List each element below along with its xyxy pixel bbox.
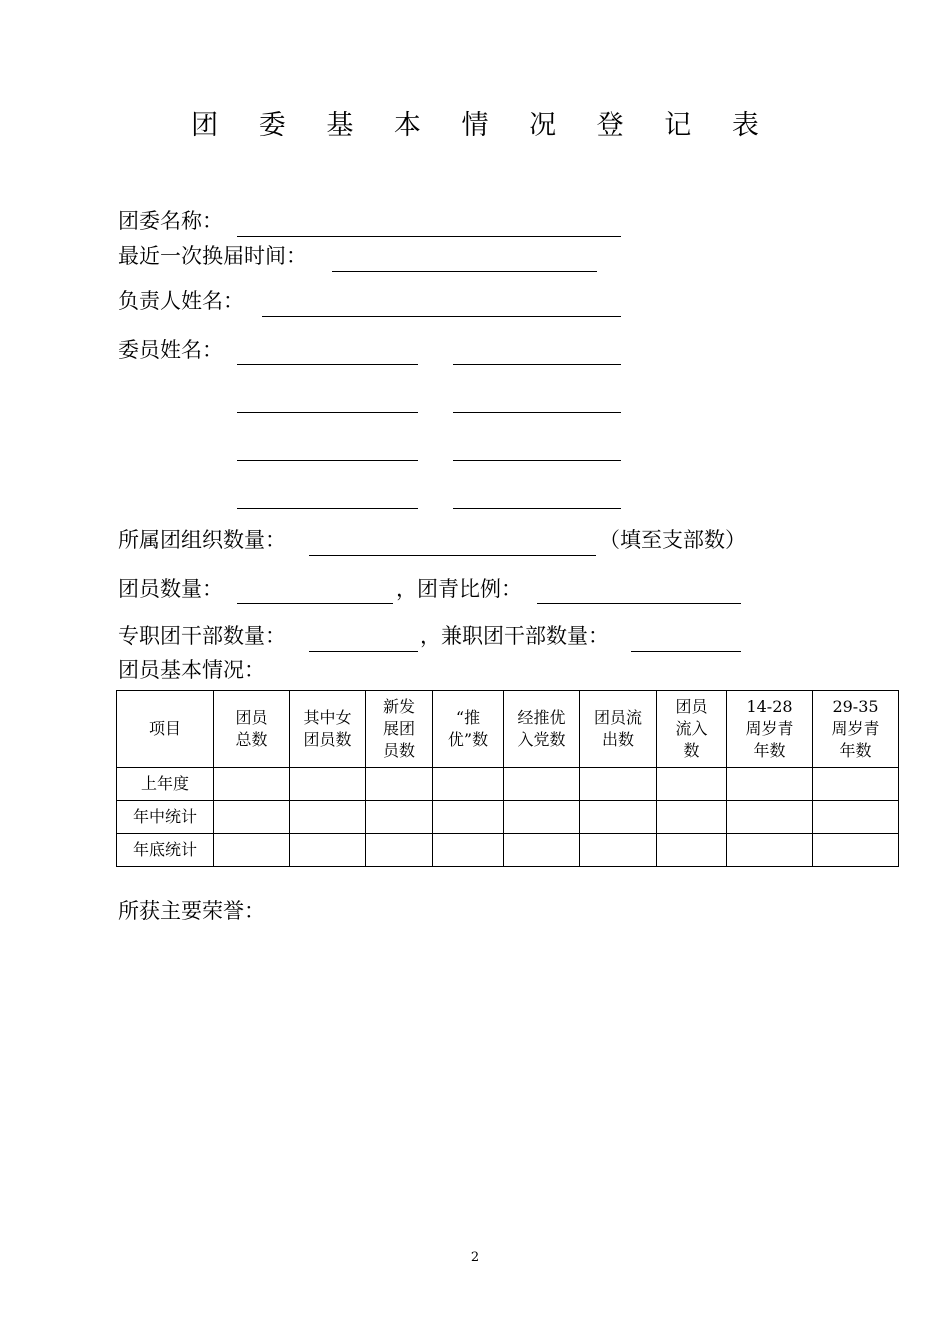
table-row (117, 834, 899, 867)
fulltime-cadres-field[interactable] (309, 651, 418, 652)
column-header-line: 年数 (753, 741, 786, 760)
ratio-field[interactable] (537, 603, 741, 604)
column-header (813, 691, 899, 768)
table-cell[interactable] (727, 834, 813, 867)
column-header-line: 团员 (235, 708, 268, 727)
table-cell[interactable] (813, 768, 899, 801)
column-header-line: 团员 (675, 697, 708, 716)
table-cell[interactable] (813, 801, 899, 834)
member-name-field[interactable] (453, 412, 621, 413)
member-name-field[interactable] (453, 364, 621, 365)
column-header-line: 展团 (382, 719, 415, 738)
table-cell[interactable] (366, 801, 433, 834)
column-header (214, 691, 290, 768)
member-count-label: 团员数量： (118, 577, 223, 601)
column-header-line: “推 (455, 708, 481, 727)
table-cell[interactable] (580, 768, 657, 801)
column-header-line: 优”数 (447, 730, 489, 749)
leader-name-field[interactable] (262, 316, 621, 317)
member-name-field[interactable] (237, 364, 418, 365)
column-header-line: 团员数 (303, 730, 352, 749)
column-header (727, 691, 813, 768)
table-cell[interactable] (290, 834, 366, 867)
table-cell[interactable] (290, 801, 366, 834)
last-election-field[interactable] (332, 271, 597, 272)
table-row (117, 768, 899, 801)
table-cell[interactable] (727, 768, 813, 801)
member-name-field[interactable] (237, 508, 418, 509)
table-cell[interactable] (366, 834, 433, 867)
column-header-line: 团员流 (593, 708, 642, 727)
table-cell[interactable] (214, 768, 290, 801)
column-header-line: 流入 (675, 719, 708, 738)
table-cell[interactable] (433, 834, 504, 867)
table-cell[interactable] (657, 834, 727, 867)
column-header-line: 总数 (235, 730, 268, 749)
parttime-cadres-field[interactable] (631, 651, 741, 652)
table-cell[interactable] (657, 801, 727, 834)
member-name-field[interactable] (237, 460, 418, 461)
table-row (117, 801, 899, 834)
table-cell[interactable] (366, 768, 433, 801)
column-header (366, 691, 433, 768)
column-header-line: 入党数 (517, 730, 566, 749)
column-header-line: 数 (683, 741, 700, 760)
table-header-row (117, 691, 899, 768)
column-header (117, 691, 214, 768)
table-cell[interactable] (504, 834, 580, 867)
table-cell[interactable] (433, 801, 504, 834)
org-count-field[interactable] (309, 555, 596, 556)
leader-name-label: 负责人姓名： (118, 289, 244, 313)
table-cell[interactable] (580, 834, 657, 867)
column-header-line: 周岁青 (745, 719, 794, 738)
basic-info-label: 团员基本情况： (118, 658, 265, 682)
member-names-label: 委员姓名： (118, 338, 223, 362)
table-cell[interactable] (504, 801, 580, 834)
page-number: 2 (470, 1250, 480, 1265)
column-header-line: 项目 (148, 719, 181, 738)
committee-name-field[interactable] (237, 236, 621, 237)
column-header-line: 员数 (382, 741, 415, 760)
org-count-note: （填至支部数） (599, 528, 746, 552)
fulltime-cadres-label: 专职团干部数量： (118, 624, 286, 648)
column-header-line: 出数 (601, 730, 634, 749)
committee-name-label: 团委名称： (118, 209, 223, 233)
column-header (580, 691, 657, 768)
column-header-line: 周岁青 (831, 719, 880, 738)
column-header-line: 年数 (839, 741, 872, 760)
column-header-line: 29-35 (832, 697, 879, 716)
table-cell[interactable] (727, 801, 813, 834)
table-cell[interactable] (813, 834, 899, 867)
page-title: 团 委 基 本 情 况 登 记 表 (191, 110, 775, 141)
column-header (290, 691, 366, 768)
table-cell[interactable] (290, 768, 366, 801)
table-cell[interactable] (214, 801, 290, 834)
table-cell[interactable] (580, 801, 657, 834)
table-cell[interactable] (657, 768, 727, 801)
row-label: 年底统计 (117, 834, 214, 867)
row-label: 年中统计 (117, 801, 214, 834)
last-election-label: 最近一次换届时间： (118, 244, 307, 268)
column-header (504, 691, 580, 768)
column-header-line: 14-28 (746, 697, 793, 716)
member-stats-table (116, 690, 899, 867)
member-name-field[interactable] (237, 412, 418, 413)
table-cell[interactable] (504, 768, 580, 801)
column-header (433, 691, 504, 768)
column-header-line: 经推优 (517, 708, 566, 727)
honors-label: 所获主要荣誉： (118, 899, 265, 923)
parttime-cadres-label: ，兼职团干部数量： (420, 624, 609, 648)
table-cell[interactable] (214, 834, 290, 867)
column-header (657, 691, 727, 768)
org-count-label: 所属团组织数量： (118, 528, 286, 552)
table-cell[interactable] (433, 768, 504, 801)
ratio-label: ，团青比例： (396, 577, 522, 601)
member-name-field[interactable] (453, 460, 621, 461)
member-count-field[interactable] (237, 603, 393, 604)
member-name-field[interactable] (453, 508, 621, 509)
row-label: 上年度 (117, 768, 214, 801)
column-header-line: 新发 (382, 697, 415, 716)
column-header-line: 其中女 (303, 708, 352, 727)
